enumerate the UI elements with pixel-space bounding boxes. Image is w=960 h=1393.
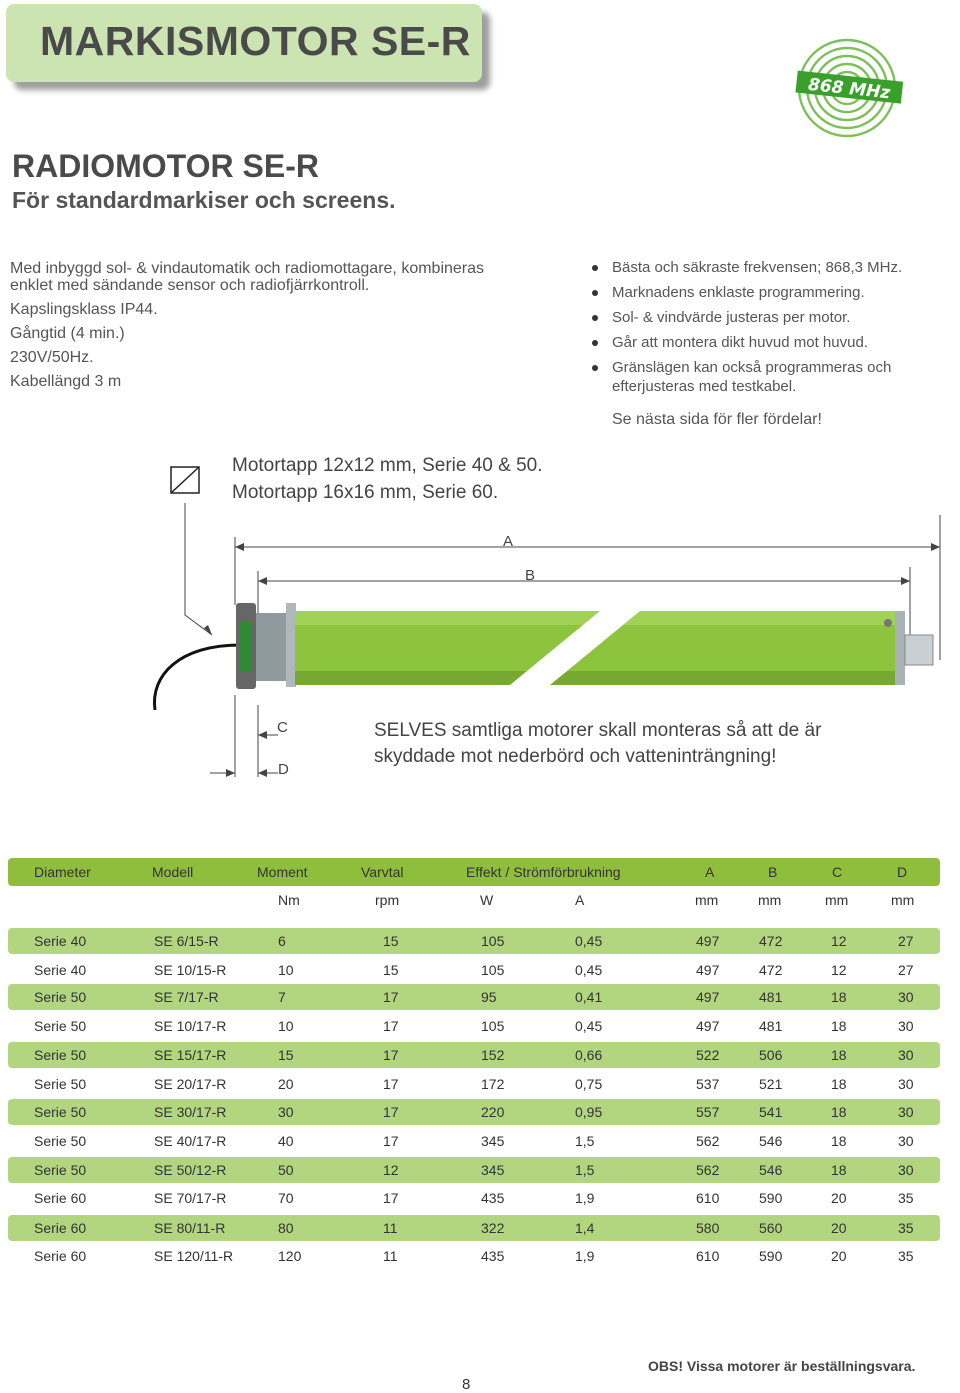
benefit-item: Marknadens enklaste programmering. (590, 283, 950, 302)
table-cell: 30 (898, 989, 914, 1005)
table-cell: rpm (375, 892, 400, 908)
table-cell: 17 (383, 1047, 399, 1063)
table-cell: 20 (831, 1248, 847, 1264)
table-cell: mm (891, 892, 915, 908)
table-cell: 0,75 (575, 1076, 603, 1092)
table-cell: 17 (383, 1018, 399, 1034)
table-header-row (8, 858, 940, 886)
table-cell: Serie 50 (34, 1104, 87, 1120)
benefit-list (590, 258, 950, 399)
table-cell: 560 (759, 1220, 783, 1236)
table-cell: 590 (759, 1190, 783, 1206)
motortapp-line: Motortapp 12x12 mm, Serie 40 & 50. (232, 455, 543, 476)
table-row (8, 957, 940, 983)
table-units-row (8, 887, 940, 913)
table-cell: 105 (481, 933, 505, 949)
table-cell: 105 (481, 962, 505, 978)
table-cell: SE 120/11-R (154, 1248, 234, 1264)
spec-list (10, 258, 570, 392)
page-number: 8 (462, 1376, 471, 1393)
table-cell: 18 (831, 989, 847, 1005)
table-row (8, 1099, 940, 1125)
table-cell: Effekt / Strömförbrukning (466, 864, 621, 880)
table-cell: Serie 60 (34, 1248, 87, 1264)
table-cell: SE 80/11-R (154, 1220, 226, 1236)
table-cell: 80 (278, 1220, 294, 1236)
table-cell: SE 40/17-R (154, 1133, 227, 1149)
table-cell: 35 (898, 1220, 914, 1236)
table-cell: 95 (481, 989, 497, 1005)
table-cell: 70 (278, 1190, 294, 1206)
table-cell: 546 (759, 1162, 783, 1178)
table-cell: Serie 40 (34, 933, 87, 949)
table-cell: 27 (898, 962, 914, 978)
table-cell: 1,5 (575, 1162, 595, 1178)
table-cell: 1,9 (575, 1190, 595, 1206)
table-cell: 472 (759, 962, 783, 978)
spec-line: Kabellängd 3 m (10, 373, 122, 390)
table-cell: 50 (278, 1162, 294, 1178)
table-cell: 1,4 (575, 1220, 595, 1236)
table-cell: D (897, 864, 908, 880)
table-cell: SE 6/15-R (154, 933, 219, 949)
table-cell: Moment (257, 864, 308, 880)
table-cell: 345 (481, 1162, 505, 1178)
table-cell: 30 (898, 1018, 914, 1034)
table-cell: 18 (831, 1133, 847, 1149)
table-cell: 580 (696, 1220, 720, 1236)
table-cell: 12 (831, 962, 847, 978)
table-row (8, 1071, 940, 1097)
table-cell: 17 (383, 1104, 399, 1120)
table-cell: 17 (383, 1133, 399, 1149)
table-cell: Serie 50 (34, 989, 87, 1005)
table-cell: 18 (831, 1104, 847, 1120)
table-cell: Serie 60 (34, 1220, 87, 1236)
table-cell: 220 (481, 1104, 505, 1120)
table-cell: 0,66 (575, 1047, 603, 1063)
table-cell: 610 (696, 1190, 720, 1206)
table-cell: SE 15/17-R (154, 1047, 227, 1063)
table-cell: 35 (898, 1190, 914, 1206)
next-page-note: Se nästa sida för fler fördelar! (612, 411, 822, 428)
table-cell: 472 (759, 933, 783, 949)
mounting-warning (374, 718, 821, 770)
table-cell: C (832, 864, 843, 880)
table-cell: Serie 60 (34, 1190, 87, 1206)
table-cell: 435 (481, 1248, 505, 1264)
table-cell: 105 (481, 1018, 505, 1034)
benefit-item: Bästa och säkraste frekvensen; 868,3 MHz. (590, 258, 950, 277)
table-cell: 1,9 (575, 1248, 595, 1264)
table-row (8, 1042, 940, 1068)
page-title: MARKISMOTOR SE-R (40, 18, 471, 64)
table-cell: 18 (831, 1162, 847, 1178)
table-cell: SE 10/15-R (154, 962, 227, 978)
benefit-item: Sol- & vindvärde justeras per motor. (590, 308, 950, 327)
table-cell: 541 (759, 1104, 783, 1120)
spec-table (8, 858, 940, 1264)
table-cell: 497 (696, 933, 720, 949)
table-cell: 497 (696, 1018, 720, 1034)
table-cell: mm (758, 892, 782, 908)
product-subheading: För standardmarkiser och screens. (12, 187, 396, 213)
table-cell: 17 (383, 1076, 399, 1092)
table-cell: SE 7/17-R (154, 989, 219, 1005)
spec-line: enklet med sändande sensor och radiofjärrkontroll. (10, 277, 370, 294)
table-cell: 18 (831, 1047, 847, 1063)
table-cell: Serie 50 (34, 1018, 87, 1034)
table-cell: 30 (898, 1047, 914, 1063)
table-cell: Diameter (34, 864, 91, 880)
table-cell: 345 (481, 1133, 505, 1149)
benefit-item: Gränslägen kan också programmeras och efterjusteras med testkabel. (590, 358, 950, 396)
dimension-a-label: A (503, 533, 514, 550)
table-cell: Varvtal (361, 864, 404, 880)
table-cell: SE 10/17-R (154, 1018, 227, 1034)
table-cell: 12 (831, 933, 847, 949)
spec-line: 230V/50Hz. (10, 349, 94, 366)
dimension-c-label: C (277, 719, 288, 736)
table-cell: 20 (831, 1190, 847, 1206)
table-row (8, 1185, 940, 1211)
table-cell: 6 (278, 933, 286, 949)
table-cell: 10 (278, 1018, 294, 1034)
table-cell: 562 (696, 1133, 720, 1149)
product-heading: RADIOMOTOR SE-R (12, 148, 319, 184)
table-cell: 1,5 (575, 1133, 595, 1149)
table-cell: 15 (383, 933, 399, 949)
table-cell: Serie 50 (34, 1047, 87, 1063)
table-cell: SE 70/17-R (154, 1190, 227, 1206)
table-cell: A (705, 864, 715, 880)
table-cell: 0,45 (575, 933, 603, 949)
table-cell: A (575, 892, 585, 908)
motortapp-line: Motortapp 16x16 mm, Serie 60. (232, 482, 499, 503)
table-cell: 497 (696, 962, 720, 978)
table-cell: 497 (696, 989, 720, 1005)
table-cell: 30 (898, 1162, 914, 1178)
table-cell: B (768, 864, 778, 880)
table-cell: 481 (759, 989, 783, 1005)
table-cell: 17 (383, 989, 399, 1005)
table-cell: mm (825, 892, 849, 908)
table-cell: 120 (278, 1248, 302, 1264)
table-cell: 18 (831, 1018, 847, 1034)
table-cell: 12 (383, 1162, 399, 1178)
table-cell: Serie 50 (34, 1076, 87, 1092)
table-cell: Serie 50 (34, 1133, 87, 1149)
table-row (8, 1128, 940, 1154)
table-cell: 0,95 (575, 1104, 603, 1120)
table-cell: 30 (898, 1133, 914, 1149)
spec-line: Med inbyggd sol- & vindautomatik och radiomottagare, kombineras (10, 260, 485, 277)
table-cell: SE 30/17-R (154, 1104, 227, 1120)
benefit-item: Går att montera dikt huvud mot huvud. (590, 333, 950, 352)
table-cell: 7 (278, 989, 286, 1005)
table-row (8, 1243, 940, 1269)
table-cell: 0,45 (575, 1018, 603, 1034)
table-cell: 322 (481, 1220, 505, 1236)
table-cell: 30 (278, 1104, 294, 1120)
table-cell: 11 (383, 1220, 398, 1236)
table-cell: 506 (759, 1047, 783, 1063)
table-row (8, 1157, 940, 1183)
table-cell: 11 (383, 1248, 398, 1264)
table-cell: Serie 40 (34, 962, 87, 978)
table-cell: Modell (152, 864, 194, 880)
table-cell: 17 (383, 1190, 399, 1206)
table-cell: 20 (831, 1220, 847, 1236)
table-cell: 40 (278, 1133, 294, 1149)
table-row (8, 1215, 940, 1241)
footer-note: OBS! Vissa motorer är beställningsvara. (648, 1358, 916, 1374)
table-cell: 557 (696, 1104, 720, 1120)
table-cell: 15 (278, 1047, 294, 1063)
dimension-b-label: B (525, 567, 536, 584)
table-cell: 610 (696, 1248, 720, 1264)
warning-line: skyddade mot nederbörd och vatteninträngning! (374, 746, 777, 767)
table-cell: 27 (898, 933, 914, 949)
dimension-d-label: D (278, 761, 289, 778)
table-cell: 546 (759, 1133, 783, 1149)
table-cell: Nm (278, 892, 300, 908)
table-row (8, 1013, 940, 1039)
table-cell: 521 (759, 1076, 783, 1092)
table-cell: 481 (759, 1018, 783, 1034)
table-cell: 15 (383, 962, 399, 978)
table-cell: 20 (278, 1076, 294, 1092)
table-cell: 10 (278, 962, 294, 978)
table-cell: 522 (696, 1047, 720, 1063)
spec-line: Kapslingsklass IP44. (10, 301, 158, 318)
table-cell: Serie 50 (34, 1162, 87, 1178)
table-cell: 0,41 (575, 989, 603, 1005)
badge-label: 868 MHz (807, 74, 892, 104)
table-cell: 435 (481, 1190, 505, 1206)
table-cell: SE 50/12-R (154, 1162, 227, 1178)
table-cell: 0,45 (575, 962, 603, 978)
table-row (8, 928, 940, 954)
table-cell: 537 (696, 1076, 720, 1092)
table-cell: 35 (898, 1248, 914, 1264)
table-cell: 590 (759, 1248, 783, 1264)
table-cell: 172 (481, 1076, 505, 1092)
table-cell: mm (695, 892, 719, 908)
table-cell: 30 (898, 1076, 914, 1092)
table-cell: 562 (696, 1162, 720, 1178)
table-cell: 18 (831, 1076, 847, 1092)
table-cell: 152 (481, 1047, 505, 1063)
spec-line: Gångtid (4 min.) (10, 325, 125, 342)
table-cell: 30 (898, 1104, 914, 1120)
table-cell: W (480, 892, 494, 908)
table-cell: SE 20/17-R (154, 1076, 227, 1092)
warning-line: SELVES samtliga motorer skall monteras så att de är (374, 720, 822, 741)
table-row (8, 984, 940, 1010)
radio-frequency-badge (794, 36, 906, 144)
